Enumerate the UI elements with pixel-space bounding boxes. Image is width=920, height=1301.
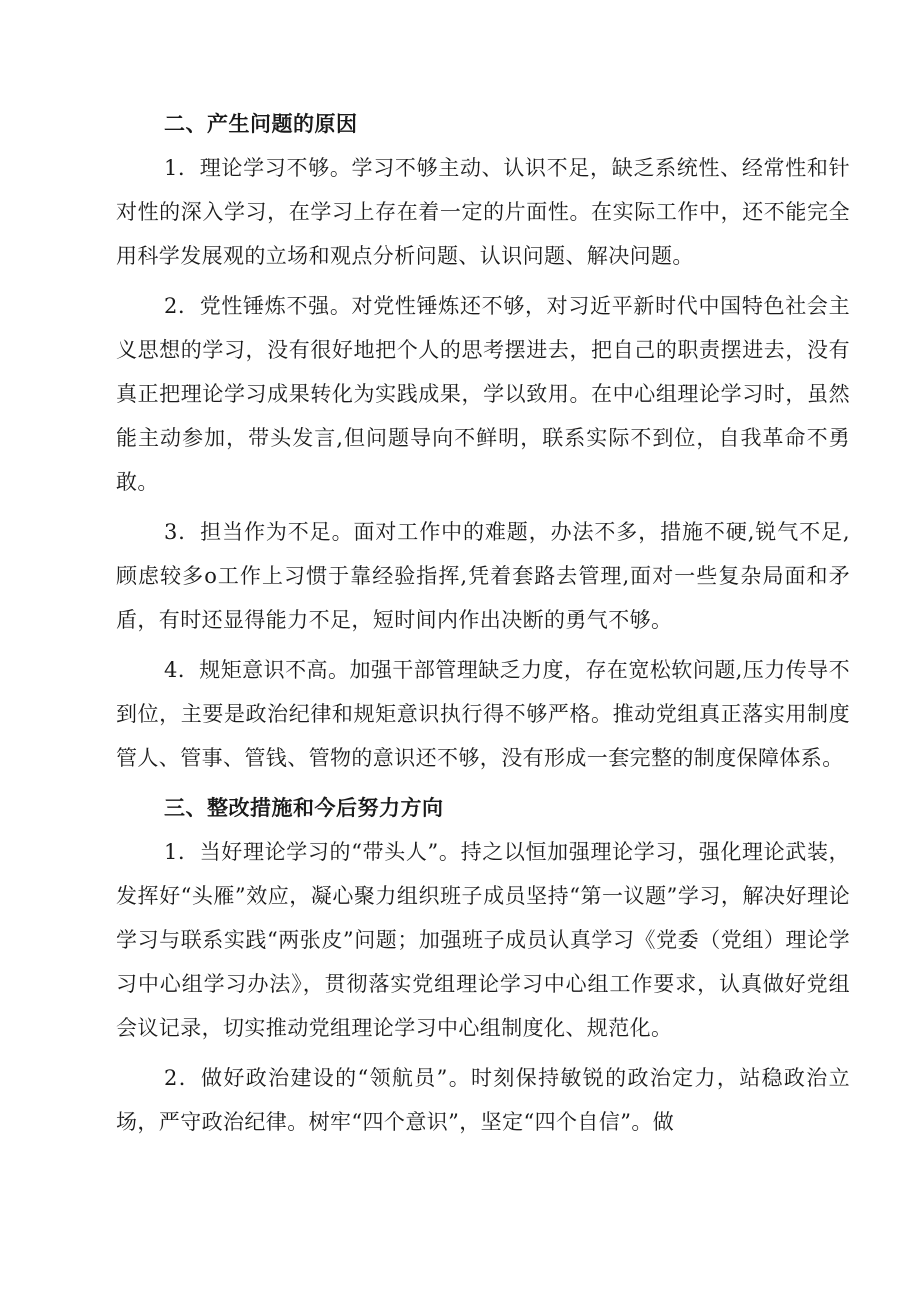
paragraph-political-navigator: 2．做好政治建设的“领航员”。时刻保持敏锐的政治定力，站稳政治立场，严守政治纪律。树牢“四个意识”，坚定“四个自信”。做	[116, 1066, 850, 1134]
paragraph-responsibility: 3．担当作为不足。面对工作中的难题，办法不多，措施不硬,锐气不足,顾虑较多o工作上习惯于靠经验指挥,凭着套路去管理,面对一些复杂局面和矛盾，有时还显得能力不足，短时间内作出决断的勇气不够。	[116, 520, 850, 632]
paragraph-theory-leader: 1．当好理论学习的“带头人”。持之以恒加强理论学习，强化理论武装，发挥好“头雁”效应，凝心聚力组织班子成员坚持“第一议题”学习，解决好理论学习与联系实践“两张皮”问题；加强班子成员认真学习《党委（党组）理论学习中心组学习办法》，贯彻落实党组理论学习中心组工作要求，认真做好党组会议记录，切实推动党组理论学习中心组制度化、规范化。	[116, 840, 850, 1040]
paragraph-theory-study: 1．理论学习不够。学习不够主动、认识不足，缺乏系统性、经常性和针对性的深入学习，在学习上存在着一定的片面性。在实际工作中，还不能完全用科学发展观的立场和观点分析问题、认识问题、解决问题。	[116, 156, 850, 268]
section-heading-causes: 二、产生问题的原因	[164, 111, 358, 136]
paragraph-party-spirit: 2．党性锤炼不强。对党性锤炼还不够，对习近平新时代中国特色社会主义思想的学习，没有很好地把个人的思考摆进去，把自己的职责摆进去，没有真正把理论学习成果转化为实践成果，学以致用。在中心组理论学习时，虽然能主动参加，带头发言,但问题导向不鲜明，联系实际不到位，自我革命不勇敢。	[116, 294, 850, 494]
section-heading-measures: 三、整改措施和今后努力方向	[164, 795, 444, 820]
paragraph-rules-awareness: 4．规矩意识不高。加强干部管理缺乏力度，存在宽松软问题,压力传导不到位，主要是政治纪律和规矩意识执行得不够严格。推动党组真正落实用制度管人、管事、管钱、管物的意识还不够，没有形成一套完整的制度保障体系。	[116, 658, 850, 770]
